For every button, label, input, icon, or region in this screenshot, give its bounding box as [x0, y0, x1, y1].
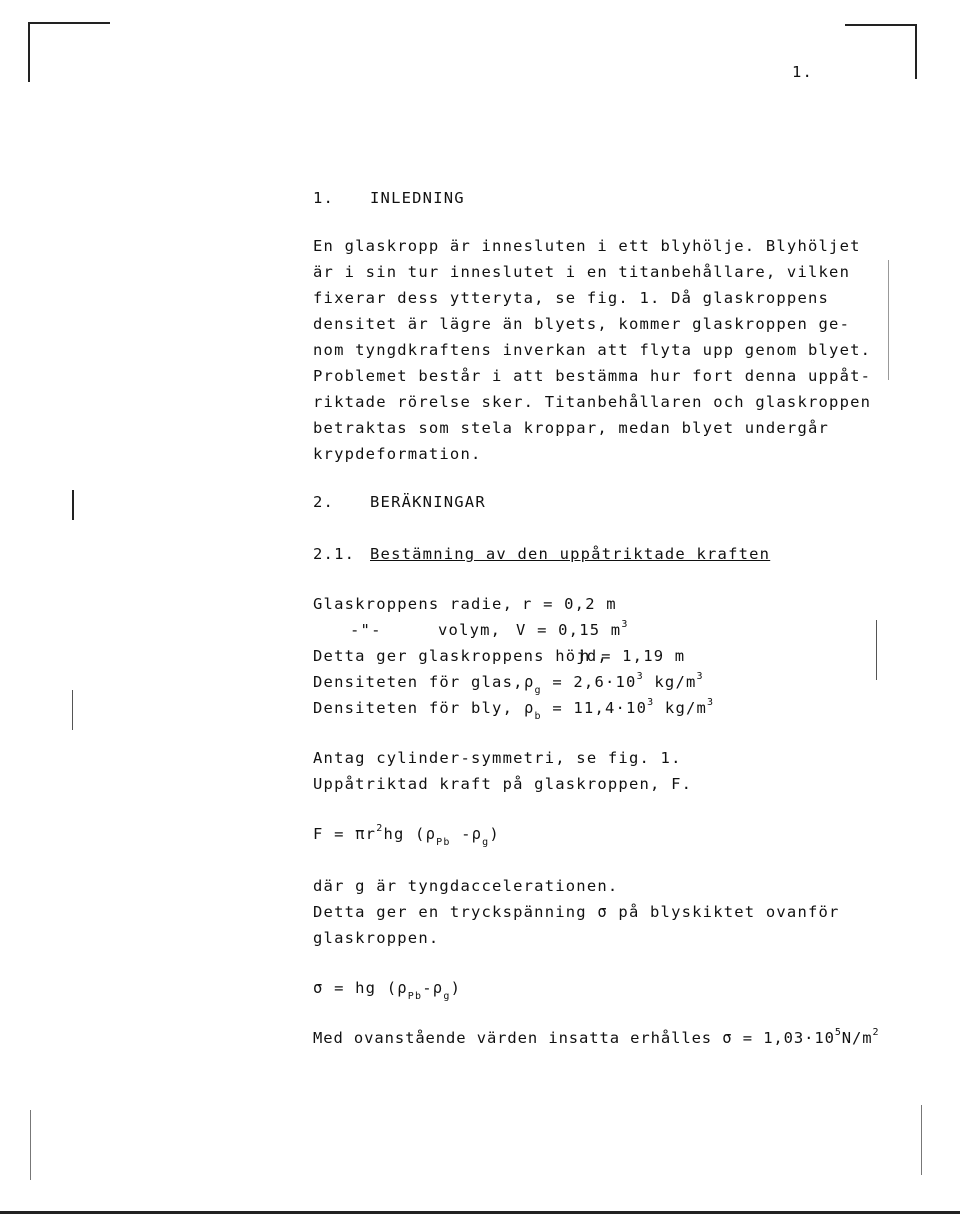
paragraph-line: nom tyngdkraftens inverkan att flyta upp genom blyet.: [313, 341, 872, 359]
stress-line: Detta ger en tryckspänning σ på blyskiktet ovanför: [313, 903, 840, 921]
frame-line-left-lower: [30, 1110, 31, 1180]
lead-density-value: $\rho_b = 11,4\cdot 10^3$ $kg/m^3$: [524, 697, 715, 722]
volume-value: V = 0,15 $m^3$: [516, 619, 629, 639]
glass-density-value: $\rho_g = 2,6\cdot 10^3$ $kg/m^3$: [524, 671, 704, 696]
stress-formula: σ = hg $(\rho_{Pb}-\rho_g)$: [313, 979, 462, 1002]
frame-line-bottom: [0, 1211, 960, 1214]
section2-number: 2.: [313, 493, 335, 511]
assumption-line: Antag cylinder-symmetri, se fig. 1.: [313, 749, 682, 767]
ditto-mark: -"-: [350, 621, 382, 639]
section1-number: 1.: [313, 189, 335, 207]
paragraph-line: krypdeformation.: [313, 445, 482, 463]
force-definition-line: Uppåtriktad kraft på glaskroppen, F.: [313, 775, 693, 793]
height-value: h = 1,19 m: [580, 647, 686, 665]
volume-label: volym,: [438, 621, 502, 639]
margin-mark-right: [876, 620, 877, 680]
page-number: 1.: [792, 63, 814, 81]
subsection-title: Bestämning av den uppåtriktade kraften: [370, 545, 771, 563]
section1-heading: INLEDNING: [370, 189, 465, 207]
glass-density-label: Densiteten för glas,: [313, 673, 524, 691]
radius-label: Glaskroppens radie,: [313, 595, 514, 613]
margin-mark-right-2: [888, 260, 889, 380]
frame-line-right-lower: [921, 1105, 922, 1175]
stress-line-2: glaskroppen.: [313, 929, 440, 947]
frame-line-top-right: [845, 24, 917, 26]
paragraph-line: fixerar dess ytteryta, se fig. 1. Då glaskroppens: [313, 289, 830, 307]
section2-heading: BERÄKNINGAR: [370, 493, 486, 511]
paragraph-line: betraktas som stela kroppar, medan blyet undergår: [313, 419, 830, 437]
paragraph-line: densitet är lägre än blyets, kommer glaskroppen ge-: [313, 315, 851, 333]
result-line: Med ovanstående värden insatta erhålles $\sigma = 1,03\cdot 10^5N/m^2$: [313, 1027, 880, 1047]
frame-line-right: [915, 24, 917, 79]
paragraph-line: är i sin tur inneslutet i en titanbehållare, vilken: [313, 263, 851, 281]
frame-line-left: [28, 22, 30, 82]
margin-mark-left-2: [72, 690, 73, 730]
lead-density-label: Densiteten för bly,: [313, 699, 514, 717]
height-label: Detta ger glaskroppens höjd,: [313, 647, 608, 665]
margin-mark-left: [72, 490, 74, 520]
paragraph-line: Problemet består i att bestämma hur fort denna uppåt-: [313, 367, 872, 385]
paragraph-line: riktade rörelse sker. Titanbehållaren och glaskroppen: [313, 393, 872, 411]
force-formula: $F = \pi r^2hg$ ($\rho_{Pb}$ $-\rho_g$): [313, 823, 500, 848]
radius-value: r = 0,2 m: [522, 595, 617, 613]
paragraph-line: En glaskropp är innesluten i ett blyhölje. Blyhöljet: [313, 237, 861, 255]
subsection-number: 2.1.: [313, 545, 356, 563]
frame-line-top-left: [28, 22, 110, 24]
gravity-note: där g är tyngdaccelerationen.: [313, 877, 619, 895]
